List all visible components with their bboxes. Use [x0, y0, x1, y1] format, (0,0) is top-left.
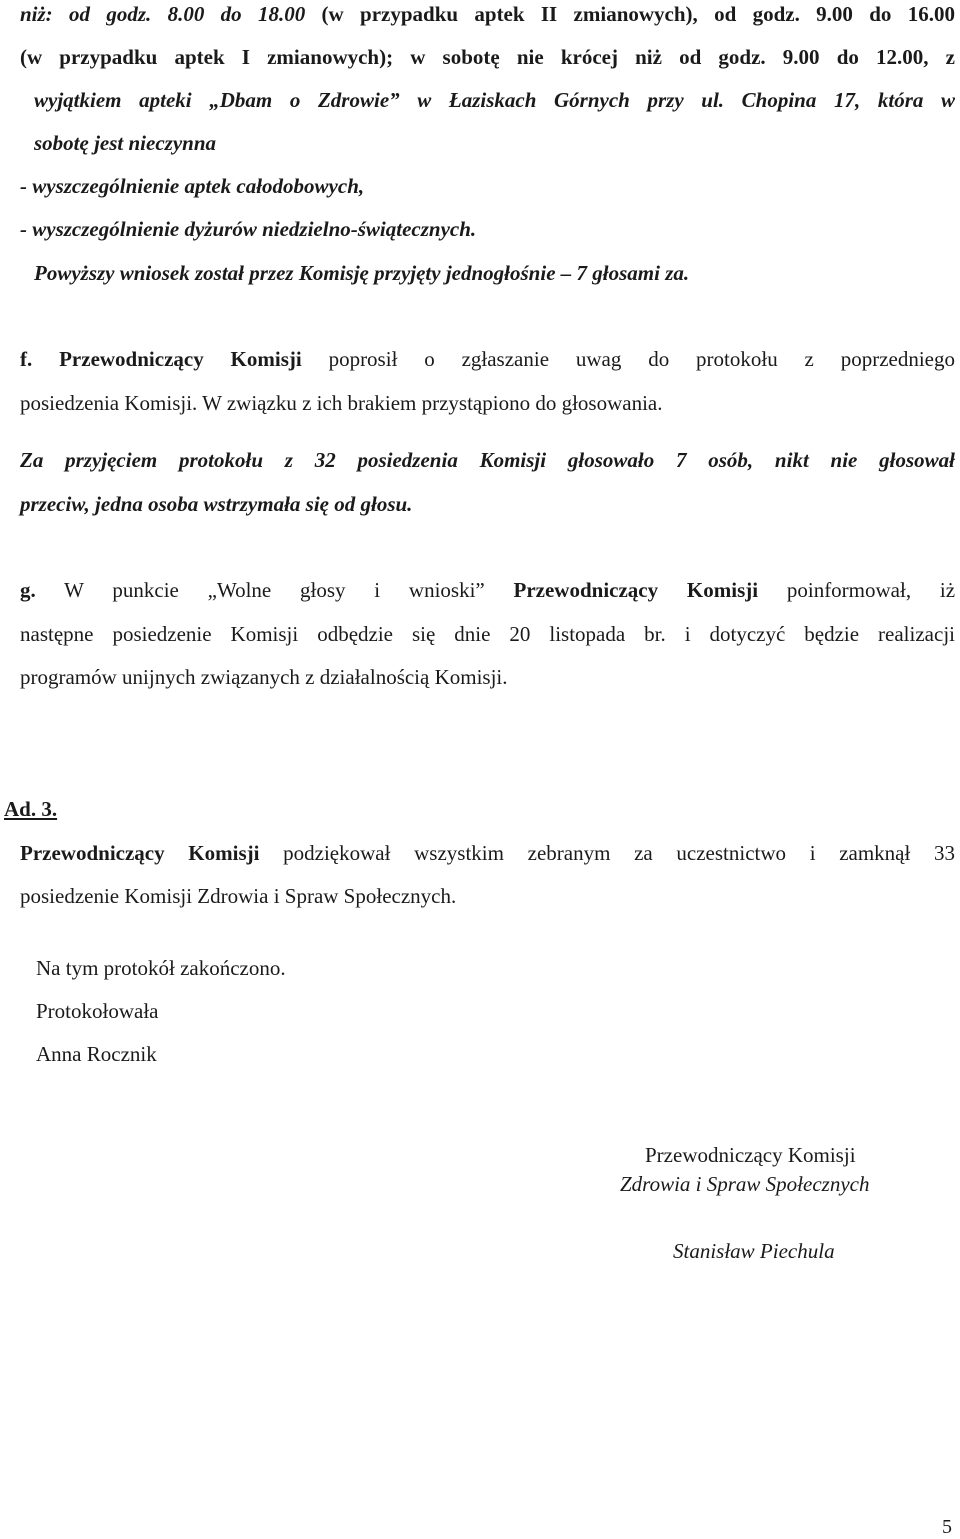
section-f-vote-2: przeciw, jedna osoba wstrzymała się od głosu.: [20, 492, 413, 516]
section-g-text-b: poinformował, iż: [786, 578, 956, 602]
section-f-marker: f.: [20, 347, 33, 371]
section-g-text-a: W punkcie „Wolne głosy i wnioski”: [64, 578, 485, 602]
hours-line-4: sobotę jest nieczynna: [34, 131, 216, 155]
page-number: 5: [942, 1516, 952, 1538]
section-f-vote-1: Za przyjęciem protokołu z 32 posiedzenia Komisji głosowało 7 osób, nikt nie głosował: [20, 448, 955, 472]
closing-line-1: Na tym protokół zakończono.: [36, 956, 286, 980]
ad3-line-2: posiedzenie Komisji Zdrowia i Spraw Społecznych.: [20, 884, 457, 908]
section-g-line-3: programów unijnych związanych z działalnością Komisji.: [20, 665, 508, 689]
ad3-chair: Przewodniczący Komisji: [20, 841, 260, 865]
ad3-text-1: podziękował wszystkim zebranym za uczestnictwo i zamknął 33: [283, 841, 956, 865]
section-f-text-1: poprosił o zgłaszanie uwag do protokołu z poprzedniego: [328, 347, 955, 371]
vote-result-motion: Powyższy wniosek został przez Komisję przyjęty jednogłośnie – 7 głosami za.: [34, 261, 690, 285]
signature-chair: Przewodniczący Komisji: [645, 1143, 856, 1167]
closing-line-3: Anna Rocznik: [36, 1042, 157, 1066]
hours-line-1a: niż: od godz. 8.00 do 18.00: [20, 2, 322, 26]
section-g-marker: g.: [20, 578, 36, 602]
section-g-line-1: [20, 580, 955, 601]
hours-line-3: wyjątkiem apteki „Dbam o Zdrowie” w Łaziskach Górnych przy ul. Chopina 17, która w: [34, 88, 955, 112]
hours-line-2: (w przypadku aptek I zmianowych); w sobotę nie krócej niż od godz. 9.00 do 12.00, z: [20, 45, 955, 69]
section-f-chair: Przewodniczący Komisji: [59, 347, 302, 371]
ad3-line-1: [20, 843, 955, 864]
section-f-line-2: posiedzenia Komisji. W związku z ich brakiem przystąpiono do głosowania.: [20, 391, 663, 415]
section-g-chair: Przewodniczący Komisji: [513, 578, 759, 602]
section-f-line-1: [20, 349, 955, 370]
hours-line-1b: (w przypadku aptek II zmianowych), od godz. 9.00 do 16.00: [321, 2, 956, 26]
list-item-24h-pharmacies: - wyszczególnienie aptek całodobowych,: [20, 174, 365, 198]
signature-name: Stanisław Piechula: [673, 1239, 835, 1263]
section-g-line-2: następne posiedzenie Komisji odbędzie się dnie 20 listopada br. i dotyczyć będzie realizacji: [20, 622, 955, 646]
list-item-holiday-duties: - wyszczególnienie dyżurów niedzielno-świątecznych.: [20, 217, 477, 241]
closing-line-2: Protokołowała: [36, 999, 159, 1023]
signature-committee: Zdrowia i Spraw Społecznych: [620, 1172, 870, 1196]
ad3-heading: Ad. 3.: [4, 797, 58, 821]
hours-line-1: [20, 4, 955, 25]
